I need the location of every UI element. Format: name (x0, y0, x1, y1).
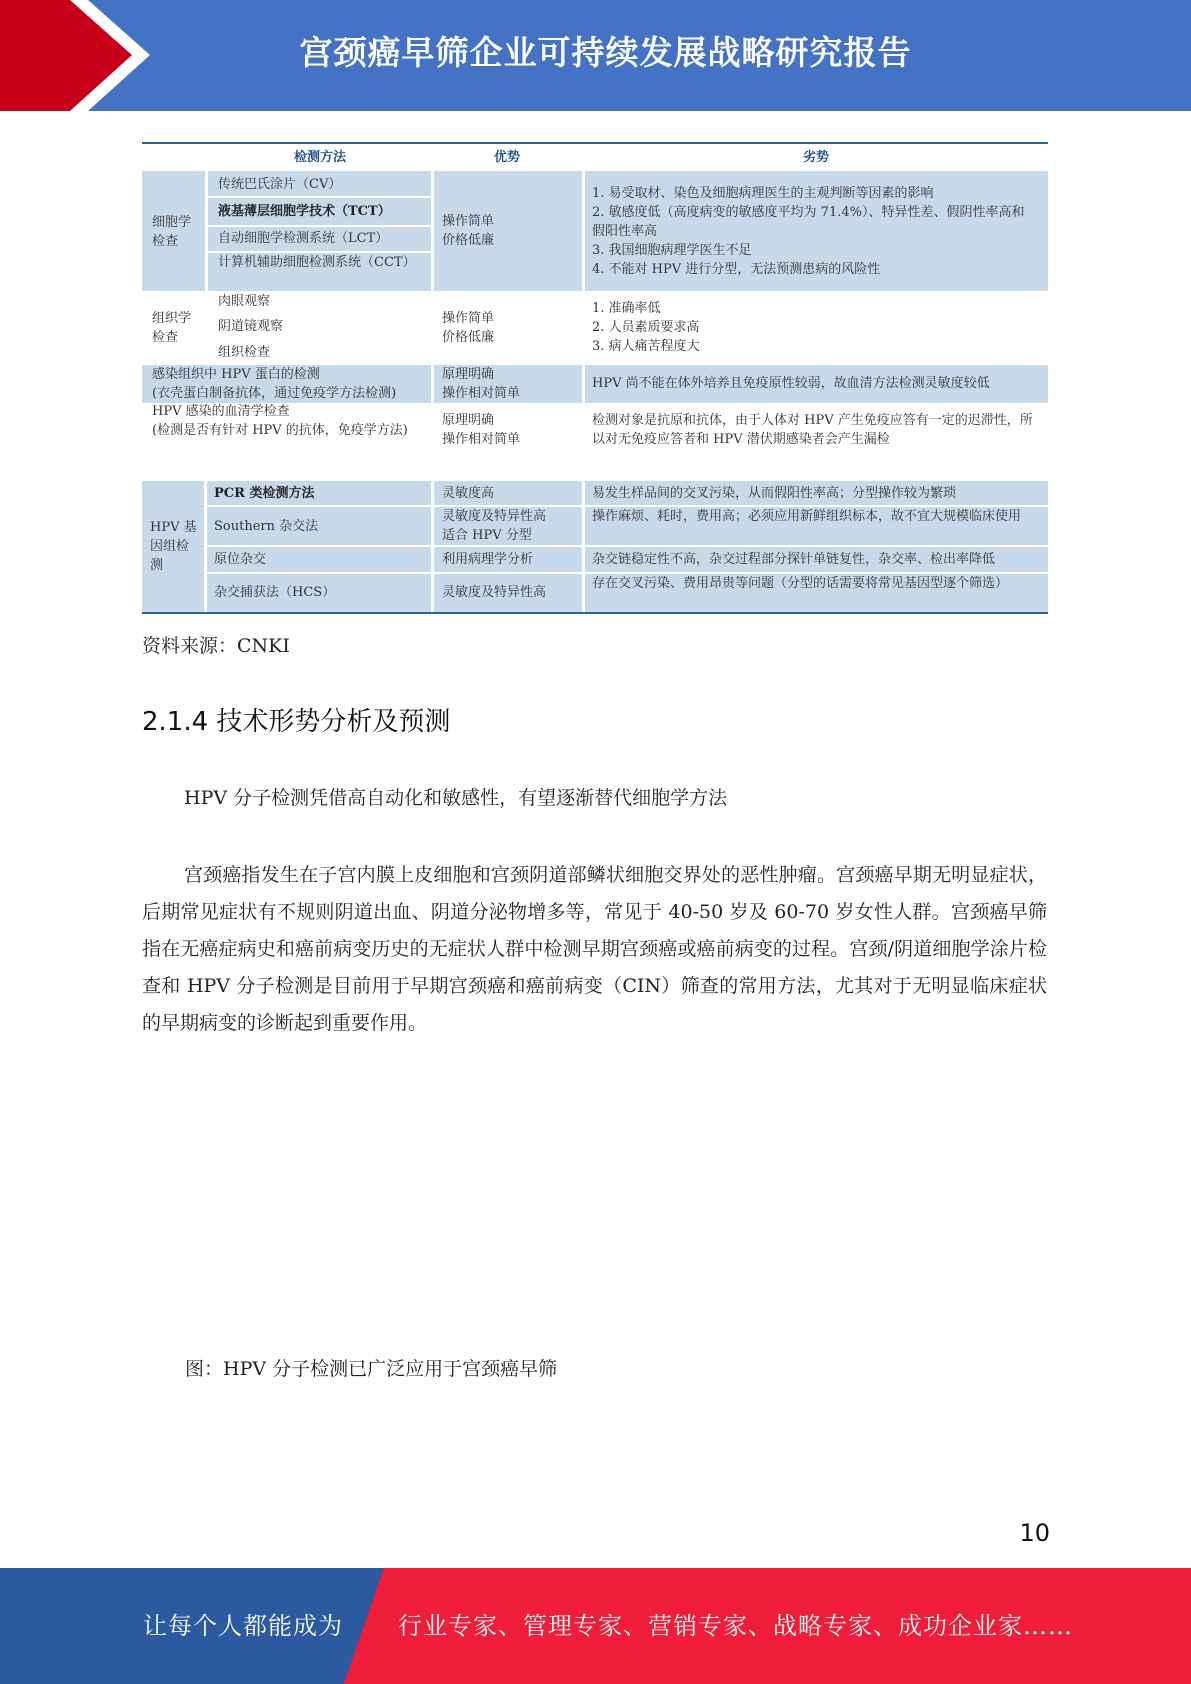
cytology-method: 液基薄层细胞学技术（TCT） (218, 204, 391, 219)
page-footer (0, 1568, 1191, 1684)
cytology-disadvantage-list (592, 184, 1032, 279)
histology-method: 肉眼观察 (218, 294, 271, 309)
header-method: 检测方法 (293, 150, 346, 165)
dna-advantage: 灵敏度及特异性高 (442, 585, 547, 600)
figure-caption: 图：HPV 分子检测已广泛应用于宫颈癌早筛 (185, 1358, 558, 1380)
cytology-category: 细胞学检查 (152, 215, 192, 249)
report-title: 宫颈癌早筛企业可持续发展战略研究报告 (299, 33, 912, 72)
cytology-method: 计算机辅助细胞检测系统（CCT） (218, 255, 416, 270)
list-item: 2. 敏感度低（高度病变的敏感度平均为 71.4%）、特异性差、假阴性率高和假阳性率高 (592, 205, 1025, 239)
page-number: 10 (1019, 1519, 1050, 1547)
protein-advantage: 原理明确 操作相对简单 (442, 367, 521, 401)
histology-advantage: 操作简单 价格低廉 (442, 311, 495, 345)
histology-disadvantage-list (592, 299, 1032, 356)
page-header (0, 0, 1191, 111)
dna-disadvantage: 杂交链稳定性不高，杂交过程部分探针单链复性，杂交率、检出率降低 (592, 552, 996, 567)
table-bottom-rule (142, 612, 1048, 614)
dna-disadvantage: 易发生样品间的交叉污染，从而假阳性率高；分型操作较为繁琐 (592, 486, 957, 501)
dna-disadvantage: 操作麻烦、耗时，费用高；必须应用新鲜组织标本，故不宜大规模临床使用 (592, 509, 1022, 524)
dna-disadvantage: 存在交叉污染、费用昂贵等问题（分型的话需要将常见基因型逐个筛选） (592, 576, 1009, 591)
subheading-paragraph: HPV 分子检测凭借高自动化和敏感性，有望逐渐替代细胞学方法 (184, 787, 728, 809)
histology-method: 组织检查 (218, 345, 271, 360)
serology-advantage: 原理明确 操作相对简单 (442, 413, 521, 447)
list-item: 4. 不能对 HPV 进行分型，无法预测患病的风险性 (592, 262, 881, 277)
dna-advantage: 灵敏度及特异性高 适合 HPV 分型 (442, 509, 547, 543)
histology-method: 阴道镜观察 (218, 319, 284, 334)
dna-method: PCR 类检测方法 (214, 486, 315, 501)
dna-method: Southern 杂交法 (214, 519, 319, 534)
table-top-rule (142, 142, 1048, 144)
dna-method: 杂交捕获法（HCS） (214, 585, 336, 600)
protein-disadvantage: HPV 尚不能在体外培养且免疫原性较弱，故血清方法检测灵敏度较低 (592, 376, 990, 391)
source-note: 资料来源：CNKI (142, 635, 290, 657)
dna-advantage: 灵敏度高 (442, 486, 495, 501)
list-item: 2. 人员素质要求高 (592, 320, 700, 335)
footer-slogan-right: 行业专家、管理专家、营销专家、战略专家、成功企业家…… (398, 1612, 1073, 1640)
header-disadvantage: 劣势 (802, 150, 829, 165)
body-paragraph: 宫颈癌指发生在子宫内膜上皮细胞和宫颈阴道部鳞状细胞交界处的恶性肿瘤。宫颈癌早期无明显症状，后期常见症状有不规则阴道出血、阴道分泌物增多等，常见于 40-50 岁及 60-70 岁女性人群。宫颈癌早筛指在无癌症病史和癌前病变历史的无症状人群中检测早期宫颈癌或癌前病变的过程。宫颈/阴道细胞学涂片检查和 HPV 分子检测是目前用于早期宫颈癌和癌前病变（CIN）筛查的常用方法，尤其对于无明显临床症状的早期病变的诊断起到重要作用。 (142, 864, 1047, 1034)
dna-advantage: 利用病理学分析 (442, 552, 534, 567)
serology-disadvantage: 检测对象是抗原和抗体，由于人体对 HPV 产生免疫应答有一定的迟滞性，所以对无免疫应答者和 HPV 潜伏期感染者会产生漏检 (592, 413, 1033, 447)
histology-category: 组织学检查 (152, 311, 192, 345)
list-item: 3. 我国细胞病理学医生不足 (592, 243, 752, 258)
serology-method: HPV 感染的血清学检查 (检测是否有针对 HPV 的抗体，免疫学方法) (152, 404, 408, 438)
list-item: 3. 病人痛苦程度大 (592, 339, 700, 354)
dna-category: HPV 基因组检测 (150, 520, 197, 573)
cytology-advantage: 操作简单 价格低廉 (442, 214, 495, 248)
dna-method: 原位杂交 (214, 552, 267, 567)
section-heading: 2.1.4 技术形势分析及预测 (142, 707, 451, 737)
cytology-method: 传统巴氏涂片（CV） (218, 177, 342, 192)
list-item: 1. 易受取材、染色及细胞病理医生的主观判断等因素的影响 (592, 186, 934, 201)
footer-slogan-left: 让每个人都能成为 (143, 1612, 343, 1640)
header-advantage: 优势 (493, 150, 520, 165)
list-item: 1. 准确率低 (592, 301, 661, 316)
cytology-method: 自动细胞学检测系统（LCT） (218, 231, 389, 246)
protein-method: 感染组织中 HPV 蛋白的检测 (衣壳蛋白制备抗体，通过免疫学方法检测) (152, 367, 397, 401)
